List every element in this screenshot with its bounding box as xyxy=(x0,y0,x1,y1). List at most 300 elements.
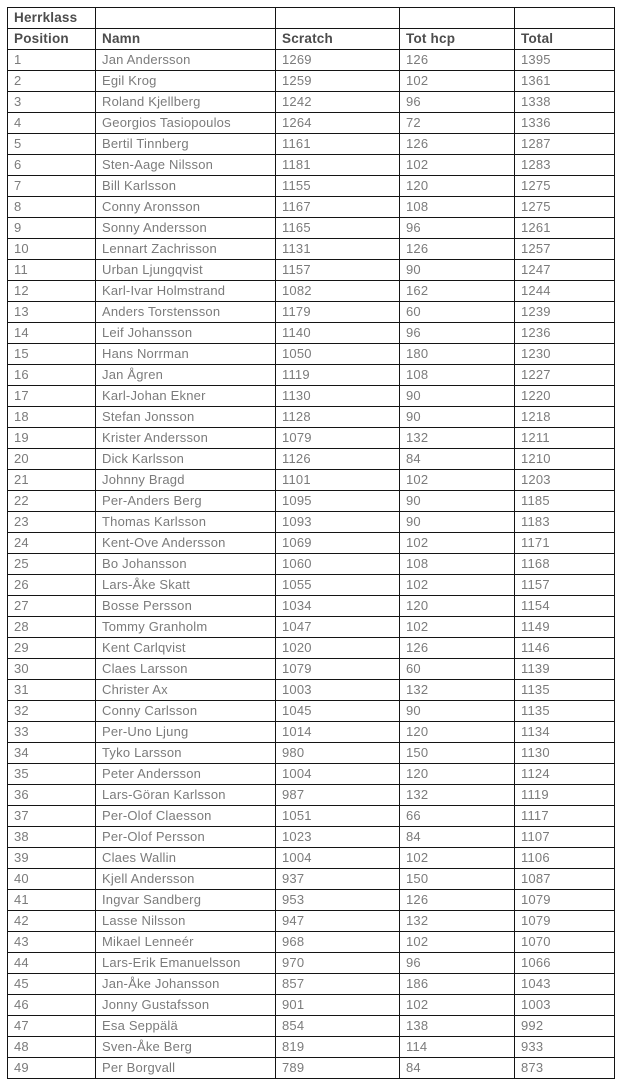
cell-scratch: 1079 xyxy=(276,659,400,680)
cell-tothcp: 102 xyxy=(400,155,515,176)
table-row xyxy=(8,575,615,596)
cell-tothcp: 96 xyxy=(400,953,515,974)
cell-name: Sten-Aage Nilsson xyxy=(96,155,276,176)
cell-total: 1119 xyxy=(515,785,615,806)
cell-tothcp: 90 xyxy=(400,491,515,512)
cell-name: Anders Torstensson xyxy=(96,302,276,323)
cell-tothcp: 132 xyxy=(400,785,515,806)
cell-name: Per-Uno Ljung xyxy=(96,722,276,743)
cell-total: 1261 xyxy=(515,218,615,239)
cell-scratch: 857 xyxy=(276,974,400,995)
cell-total: 1146 xyxy=(515,638,615,659)
table-row xyxy=(8,407,615,428)
cell-tothcp: 90 xyxy=(400,260,515,281)
cell-total: 1275 xyxy=(515,176,615,197)
cell-scratch: 1259 xyxy=(276,71,400,92)
cell-scratch: 980 xyxy=(276,743,400,764)
table-row xyxy=(8,260,615,281)
cell-name: Mikael Lenneér xyxy=(96,932,276,953)
cell-name: Bill Karlsson xyxy=(96,176,276,197)
cell-tothcp: 108 xyxy=(400,197,515,218)
table-row xyxy=(8,848,615,869)
cell-total: 933 xyxy=(515,1037,615,1058)
cell-name: Lars-Göran Karlsson xyxy=(96,785,276,806)
cell-scratch: 1167 xyxy=(276,197,400,218)
cell-scratch: 1034 xyxy=(276,596,400,617)
table-row xyxy=(8,1058,615,1079)
cell-position: 35 xyxy=(8,764,96,785)
cell-total: 1395 xyxy=(515,50,615,71)
cell-scratch: 901 xyxy=(276,995,400,1016)
table-row xyxy=(8,890,615,911)
cell-tothcp: 102 xyxy=(400,575,515,596)
cell-name: Conny Aronsson xyxy=(96,197,276,218)
cell-name: Dick Karlsson xyxy=(96,449,276,470)
table-row xyxy=(8,323,615,344)
cell-position: 27 xyxy=(8,596,96,617)
cell-scratch: 1128 xyxy=(276,407,400,428)
cell-total: 1149 xyxy=(515,617,615,638)
cell-position: 7 xyxy=(8,176,96,197)
table-row xyxy=(8,197,615,218)
cell-tothcp: 150 xyxy=(400,869,515,890)
cell-position: 42 xyxy=(8,911,96,932)
cell-scratch: 970 xyxy=(276,953,400,974)
table-row xyxy=(8,680,615,701)
table-row xyxy=(8,344,615,365)
cell-position: 22 xyxy=(8,491,96,512)
cell-name: Claes Larsson xyxy=(96,659,276,680)
cell-position: 40 xyxy=(8,869,96,890)
cell-position: 3 xyxy=(8,92,96,113)
cell-scratch: 1060 xyxy=(276,554,400,575)
cell-scratch: 987 xyxy=(276,785,400,806)
cell-scratch: 937 xyxy=(276,869,400,890)
table-row xyxy=(8,932,615,953)
cell-scratch: 968 xyxy=(276,932,400,953)
table-row xyxy=(8,491,615,512)
cell-total: 1079 xyxy=(515,890,615,911)
table-row xyxy=(8,701,615,722)
cell-tothcp: 180 xyxy=(400,344,515,365)
cell-scratch: 1130 xyxy=(276,386,400,407)
cell-name: Tommy Granholm xyxy=(96,617,276,638)
cell-position: 18 xyxy=(8,407,96,428)
cell-position: 47 xyxy=(8,1016,96,1037)
cell-total: 1130 xyxy=(515,743,615,764)
cell-scratch: 1093 xyxy=(276,512,400,533)
cell-total: 1043 xyxy=(515,974,615,995)
table-row xyxy=(8,659,615,680)
cell-position: 34 xyxy=(8,743,96,764)
table-row xyxy=(8,71,615,92)
cell-total: 1211 xyxy=(515,428,615,449)
cell-total: 1244 xyxy=(515,281,615,302)
table-row xyxy=(8,386,615,407)
cell-total: 1247 xyxy=(515,260,615,281)
cell-total: 1117 xyxy=(515,806,615,827)
empty-cell xyxy=(400,8,515,29)
cell-name: Thomas Karlsson xyxy=(96,512,276,533)
cell-position: 26 xyxy=(8,575,96,596)
cell-total: 1336 xyxy=(515,113,615,134)
cell-scratch: 1079 xyxy=(276,428,400,449)
cell-position: 20 xyxy=(8,449,96,470)
cell-total: 1003 xyxy=(515,995,615,1016)
cell-name: Per-Olof Claesson xyxy=(96,806,276,827)
cell-total: 1218 xyxy=(515,407,615,428)
cell-name: Per Borgvall xyxy=(96,1058,276,1079)
cell-total: 1124 xyxy=(515,764,615,785)
cell-name: Peter Andersson xyxy=(96,764,276,785)
cell-position: 4 xyxy=(8,113,96,134)
cell-position: 36 xyxy=(8,785,96,806)
cell-name: Jan Ågren xyxy=(96,365,276,386)
cell-total: 873 xyxy=(515,1058,615,1079)
table-row xyxy=(8,176,615,197)
empty-cell xyxy=(515,8,615,29)
cell-tothcp: 126 xyxy=(400,50,515,71)
column-header-row xyxy=(8,29,615,50)
cell-tothcp: 84 xyxy=(400,1058,515,1079)
cell-scratch: 1101 xyxy=(276,470,400,491)
table-row xyxy=(8,239,615,260)
empty-cell xyxy=(276,8,400,29)
cell-position: 12 xyxy=(8,281,96,302)
cell-tothcp: 96 xyxy=(400,323,515,344)
class-title: Herrklass xyxy=(8,8,96,29)
cell-scratch: 1269 xyxy=(276,50,400,71)
cell-tothcp: 162 xyxy=(400,281,515,302)
table-row xyxy=(8,533,615,554)
cell-scratch: 1020 xyxy=(276,638,400,659)
table-row xyxy=(8,764,615,785)
cell-tothcp: 66 xyxy=(400,806,515,827)
cell-tothcp: 102 xyxy=(400,848,515,869)
cell-name: Krister Andersson xyxy=(96,428,276,449)
cell-name: Johnny Bragd xyxy=(96,470,276,491)
cell-name: Karl-Ivar Holmstrand xyxy=(96,281,276,302)
cell-scratch: 1004 xyxy=(276,764,400,785)
cell-position: 39 xyxy=(8,848,96,869)
cell-tothcp: 102 xyxy=(400,470,515,491)
cell-name: Jan Andersson xyxy=(96,50,276,71)
table-row xyxy=(8,1037,615,1058)
cell-name: Urban Ljungqvist xyxy=(96,260,276,281)
table-row xyxy=(8,995,615,1016)
cell-name: Hans Norrman xyxy=(96,344,276,365)
cell-position: 16 xyxy=(8,365,96,386)
cell-position: 30 xyxy=(8,659,96,680)
cell-position: 8 xyxy=(8,197,96,218)
cell-scratch: 1003 xyxy=(276,680,400,701)
cell-scratch: 1264 xyxy=(276,113,400,134)
cell-name: Per-Olof Persson xyxy=(96,827,276,848)
cell-name: Per-Anders Berg xyxy=(96,491,276,512)
cell-tothcp: 90 xyxy=(400,407,515,428)
cell-scratch: 1179 xyxy=(276,302,400,323)
cell-name: Georgios Tasiopoulos xyxy=(96,113,276,134)
cell-tothcp: 126 xyxy=(400,134,515,155)
cell-position: 24 xyxy=(8,533,96,554)
cell-name: Lasse Nilsson xyxy=(96,911,276,932)
cell-scratch: 1045 xyxy=(276,701,400,722)
cell-scratch: 1004 xyxy=(276,848,400,869)
cell-position: 25 xyxy=(8,554,96,575)
table-row xyxy=(8,1016,615,1037)
cell-total: 1220 xyxy=(515,386,615,407)
cell-scratch: 789 xyxy=(276,1058,400,1079)
cell-position: 6 xyxy=(8,155,96,176)
cell-position: 17 xyxy=(8,386,96,407)
cell-position: 28 xyxy=(8,617,96,638)
cell-tothcp: 126 xyxy=(400,638,515,659)
cell-name: Kent Carlqvist xyxy=(96,638,276,659)
cell-name: Stefan Jonsson xyxy=(96,407,276,428)
cell-name: Kjell Andersson xyxy=(96,869,276,890)
column-header-total: Total xyxy=(515,29,615,50)
cell-tothcp: 102 xyxy=(400,932,515,953)
table-row xyxy=(8,974,615,995)
cell-position: 13 xyxy=(8,302,96,323)
cell-name: Lennart Zachrisson xyxy=(96,239,276,260)
cell-name: Esa Seppälä xyxy=(96,1016,276,1037)
cell-total: 1338 xyxy=(515,92,615,113)
cell-total: 1361 xyxy=(515,71,615,92)
table-row xyxy=(8,722,615,743)
cell-scratch: 1082 xyxy=(276,281,400,302)
cell-total: 1087 xyxy=(515,869,615,890)
empty-cell xyxy=(96,8,276,29)
cell-total: 1275 xyxy=(515,197,615,218)
cell-scratch: 1095 xyxy=(276,491,400,512)
cell-name: Ingvar Sandberg xyxy=(96,890,276,911)
cell-tothcp: 108 xyxy=(400,554,515,575)
table-row xyxy=(8,50,615,71)
table-row xyxy=(8,113,615,134)
cell-tothcp: 114 xyxy=(400,1037,515,1058)
table-row xyxy=(8,218,615,239)
cell-scratch: 1069 xyxy=(276,533,400,554)
cell-total: 1134 xyxy=(515,722,615,743)
cell-position: 48 xyxy=(8,1037,96,1058)
cell-position: 29 xyxy=(8,638,96,659)
cell-position: 46 xyxy=(8,995,96,1016)
cell-scratch: 1157 xyxy=(276,260,400,281)
cell-tothcp: 120 xyxy=(400,596,515,617)
table-row xyxy=(8,281,615,302)
cell-position: 10 xyxy=(8,239,96,260)
cell-position: 32 xyxy=(8,701,96,722)
cell-position: 44 xyxy=(8,953,96,974)
cell-position: 23 xyxy=(8,512,96,533)
column-header-position: Position xyxy=(8,29,96,50)
cell-position: 21 xyxy=(8,470,96,491)
table-row xyxy=(8,365,615,386)
cell-tothcp: 96 xyxy=(400,218,515,239)
cell-position: 37 xyxy=(8,806,96,827)
cell-total: 1183 xyxy=(515,512,615,533)
cell-total: 1257 xyxy=(515,239,615,260)
cell-name: Karl-Johan Ekner xyxy=(96,386,276,407)
cell-tothcp: 84 xyxy=(400,449,515,470)
table-row xyxy=(8,806,615,827)
cell-tothcp: 90 xyxy=(400,386,515,407)
cell-name: Bertil Tinnberg xyxy=(96,134,276,155)
cell-tothcp: 90 xyxy=(400,512,515,533)
cell-total: 1283 xyxy=(515,155,615,176)
cell-total: 1168 xyxy=(515,554,615,575)
table-row xyxy=(8,428,615,449)
cell-scratch: 1165 xyxy=(276,218,400,239)
column-header-tothcp: Tot hcp xyxy=(400,29,515,50)
cell-scratch: 947 xyxy=(276,911,400,932)
cell-total: 1135 xyxy=(515,680,615,701)
cell-tothcp: 60 xyxy=(400,302,515,323)
cell-total: 1185 xyxy=(515,491,615,512)
cell-total: 1203 xyxy=(515,470,615,491)
cell-scratch: 1126 xyxy=(276,449,400,470)
cell-tothcp: 120 xyxy=(400,722,515,743)
cell-total: 1157 xyxy=(515,575,615,596)
cell-position: 5 xyxy=(8,134,96,155)
cell-total: 1079 xyxy=(515,911,615,932)
table-row xyxy=(8,470,615,491)
cell-name: Kent-Ove Andersson xyxy=(96,533,276,554)
class-title-row xyxy=(8,8,615,29)
cell-scratch: 1181 xyxy=(276,155,400,176)
cell-position: 14 xyxy=(8,323,96,344)
table-row xyxy=(8,617,615,638)
cell-total: 1230 xyxy=(515,344,615,365)
cell-tothcp: 102 xyxy=(400,533,515,554)
table-row xyxy=(8,302,615,323)
cell-tothcp: 90 xyxy=(400,701,515,722)
cell-total: 992 xyxy=(515,1016,615,1037)
cell-scratch: 1051 xyxy=(276,806,400,827)
cell-scratch: 1055 xyxy=(276,575,400,596)
cell-scratch: 1140 xyxy=(276,323,400,344)
cell-scratch: 819 xyxy=(276,1037,400,1058)
table-row xyxy=(8,869,615,890)
cell-tothcp: 132 xyxy=(400,428,515,449)
column-header-name: Namn xyxy=(96,29,276,50)
table-row xyxy=(8,92,615,113)
cell-position: 2 xyxy=(8,71,96,92)
cell-scratch: 1155 xyxy=(276,176,400,197)
results-table xyxy=(7,7,615,1079)
table-row xyxy=(8,155,615,176)
cell-scratch: 953 xyxy=(276,890,400,911)
cell-tothcp: 132 xyxy=(400,911,515,932)
table-row xyxy=(8,512,615,533)
cell-name: Christer Ax xyxy=(96,680,276,701)
table-row xyxy=(8,743,615,764)
cell-scratch: 854 xyxy=(276,1016,400,1037)
table-row xyxy=(8,638,615,659)
cell-total: 1210 xyxy=(515,449,615,470)
cell-tothcp: 60 xyxy=(400,659,515,680)
cell-position: 43 xyxy=(8,932,96,953)
cell-scratch: 1050 xyxy=(276,344,400,365)
cell-name: Egil Krog xyxy=(96,71,276,92)
cell-position: 38 xyxy=(8,827,96,848)
cell-tothcp: 186 xyxy=(400,974,515,995)
cell-position: 41 xyxy=(8,890,96,911)
cell-position: 19 xyxy=(8,428,96,449)
cell-position: 11 xyxy=(8,260,96,281)
cell-tothcp: 96 xyxy=(400,92,515,113)
cell-name: Tyko Larsson xyxy=(96,743,276,764)
cell-total: 1139 xyxy=(515,659,615,680)
cell-total: 1106 xyxy=(515,848,615,869)
cell-total: 1070 xyxy=(515,932,615,953)
cell-tothcp: 72 xyxy=(400,113,515,134)
cell-name: Lars-Erik Emanuelsson xyxy=(96,953,276,974)
cell-tothcp: 102 xyxy=(400,71,515,92)
cell-tothcp: 132 xyxy=(400,680,515,701)
cell-tothcp: 120 xyxy=(400,176,515,197)
cell-position: 45 xyxy=(8,974,96,995)
cell-name: Claes Wallin xyxy=(96,848,276,869)
table-row xyxy=(8,785,615,806)
cell-total: 1287 xyxy=(515,134,615,155)
cell-scratch: 1014 xyxy=(276,722,400,743)
cell-tothcp: 102 xyxy=(400,617,515,638)
cell-scratch: 1131 xyxy=(276,239,400,260)
cell-scratch: 1242 xyxy=(276,92,400,113)
cell-name: Sonny Andersson xyxy=(96,218,276,239)
cell-total: 1154 xyxy=(515,596,615,617)
cell-tothcp: 126 xyxy=(400,890,515,911)
cell-total: 1236 xyxy=(515,323,615,344)
cell-position: 31 xyxy=(8,680,96,701)
cell-name: Conny Carlsson xyxy=(96,701,276,722)
table-row xyxy=(8,596,615,617)
table-row xyxy=(8,554,615,575)
table-row xyxy=(8,911,615,932)
cell-name: Leif Johansson xyxy=(96,323,276,344)
cell-tothcp: 126 xyxy=(400,239,515,260)
cell-name: Roland Kjellberg xyxy=(96,92,276,113)
cell-total: 1066 xyxy=(515,953,615,974)
cell-position: 49 xyxy=(8,1058,96,1079)
table-row xyxy=(8,449,615,470)
cell-tothcp: 84 xyxy=(400,827,515,848)
cell-tothcp: 150 xyxy=(400,743,515,764)
cell-total: 1171 xyxy=(515,533,615,554)
results-body xyxy=(8,50,615,1079)
cell-total: 1107 xyxy=(515,827,615,848)
cell-position: 15 xyxy=(8,344,96,365)
cell-scratch: 1161 xyxy=(276,134,400,155)
cell-total: 1239 xyxy=(515,302,615,323)
cell-tothcp: 102 xyxy=(400,995,515,1016)
cell-position: 1 xyxy=(8,50,96,71)
cell-name: Bo Johansson xyxy=(96,554,276,575)
cell-scratch: 1119 xyxy=(276,365,400,386)
cell-name: Bosse Persson xyxy=(96,596,276,617)
cell-tothcp: 120 xyxy=(400,764,515,785)
cell-scratch: 1047 xyxy=(276,617,400,638)
table-row xyxy=(8,827,615,848)
cell-name: Sven-Åke Berg xyxy=(96,1037,276,1058)
column-header-scratch: Scratch xyxy=(276,29,400,50)
cell-name: Jan-Åke Johansson xyxy=(96,974,276,995)
cell-position: 33 xyxy=(8,722,96,743)
cell-total: 1227 xyxy=(515,365,615,386)
cell-scratch: 1023 xyxy=(276,827,400,848)
